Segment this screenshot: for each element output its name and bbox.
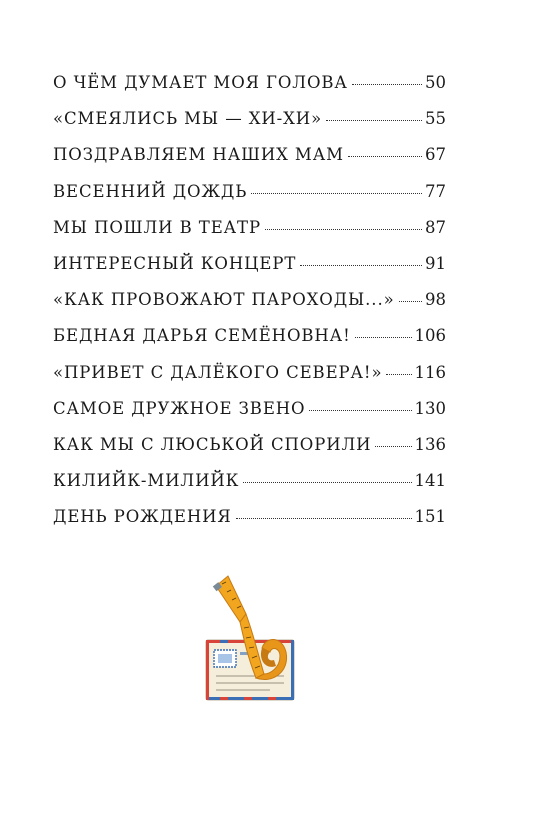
- toc-entry-title: «ПРИВЕТ С ДАЛЁКОГО СЕВЕРА!»: [53, 362, 383, 382]
- toc-entry-page: 130: [414, 398, 446, 418]
- toc-entry-title: КИЛИЙК-МИЛИЙК: [53, 471, 240, 491]
- toc-entry[interactable]: [53, 507, 446, 543]
- toc-entry-title: МЫ ПОШЛИ В ТЕАТР: [53, 217, 261, 237]
- toc-entry-page: 55: [425, 109, 446, 129]
- dot-leader: [236, 518, 412, 519]
- toc-entry[interactable]: [53, 290, 446, 326]
- toc-entry-title: ДЕНЬ РОЖДЕНИЯ: [53, 507, 232, 527]
- toc-entry-title: БЕДНАЯ ДАРЬЯ СЕМЁНОВНА!: [53, 326, 351, 346]
- toc-entry-page: 77: [425, 181, 446, 201]
- dot-leader: [375, 446, 411, 447]
- toc-entry[interactable]: [53, 326, 446, 362]
- toc-entry-title: О ЧЁМ ДУМАЕТ МОЯ ГОЛОВА: [53, 73, 348, 92]
- toc-entry-title: ИНТЕРЕСНЫЙ КОНЦЕРТ: [53, 253, 297, 273]
- illustration-svg: [200, 570, 300, 710]
- toc-entry[interactable]: [53, 471, 446, 507]
- toc-entry[interactable]: [53, 254, 446, 290]
- table-of-contents: [53, 73, 446, 543]
- dot-leader: [352, 84, 422, 85]
- dot-leader: [348, 156, 422, 157]
- toc-entry-page: 50: [425, 73, 446, 92]
- toc-entry[interactable]: [53, 145, 446, 181]
- toc-entry-page: 91: [425, 253, 446, 273]
- toc-entry-page: 87: [425, 217, 446, 237]
- envelope-with-measuring-tape-icon: [200, 570, 300, 710]
- toc-entry[interactable]: [53, 363, 446, 399]
- toc-entry[interactable]: [53, 218, 446, 254]
- dot-leader: [251, 193, 422, 194]
- toc-entry-page: 98: [425, 290, 446, 310]
- toc-entry-page: 67: [425, 145, 446, 165]
- dot-leader: [326, 120, 422, 121]
- toc-entry[interactable]: [53, 435, 446, 471]
- toc-entry[interactable]: [53, 182, 446, 218]
- toc-entry[interactable]: [53, 109, 446, 145]
- toc-entry-page: 141: [414, 471, 446, 491]
- toc-entry[interactable]: [53, 73, 446, 109]
- toc-entry-page: 151: [414, 507, 446, 527]
- toc-entry-title: КАК МЫ С ЛЮСЬКОЙ СПОРИЛИ: [53, 434, 372, 454]
- toc-entry-page: 116: [414, 362, 446, 382]
- toc-entry-page: 136: [414, 434, 446, 454]
- dot-leader: [399, 301, 422, 302]
- dot-leader: [243, 482, 411, 483]
- toc-entry[interactable]: [53, 399, 446, 435]
- dot-leader: [386, 374, 411, 375]
- dot-leader: [265, 229, 422, 230]
- dot-leader: [309, 410, 411, 411]
- toc-entry-title: ВЕСЕННИЙ ДОЖДЬ: [53, 181, 248, 201]
- toc-entry-title: «СМЕЯЛИСЬ МЫ — ХИ-ХИ»: [53, 109, 323, 129]
- toc-entry-page: 106: [414, 326, 446, 346]
- toc-entry-title: ПОЗДРАВЛЯЕМ НАШИХ МАМ: [53, 145, 344, 165]
- dot-leader: [355, 337, 412, 338]
- toc-entry-title: САМОЕ ДРУЖНОЕ ЗВЕНО: [53, 398, 306, 418]
- dot-leader: [300, 265, 422, 266]
- toc-entry-title: «КАК ПРОВОЖАЮТ ПАРОХОДЫ...»: [53, 290, 395, 310]
